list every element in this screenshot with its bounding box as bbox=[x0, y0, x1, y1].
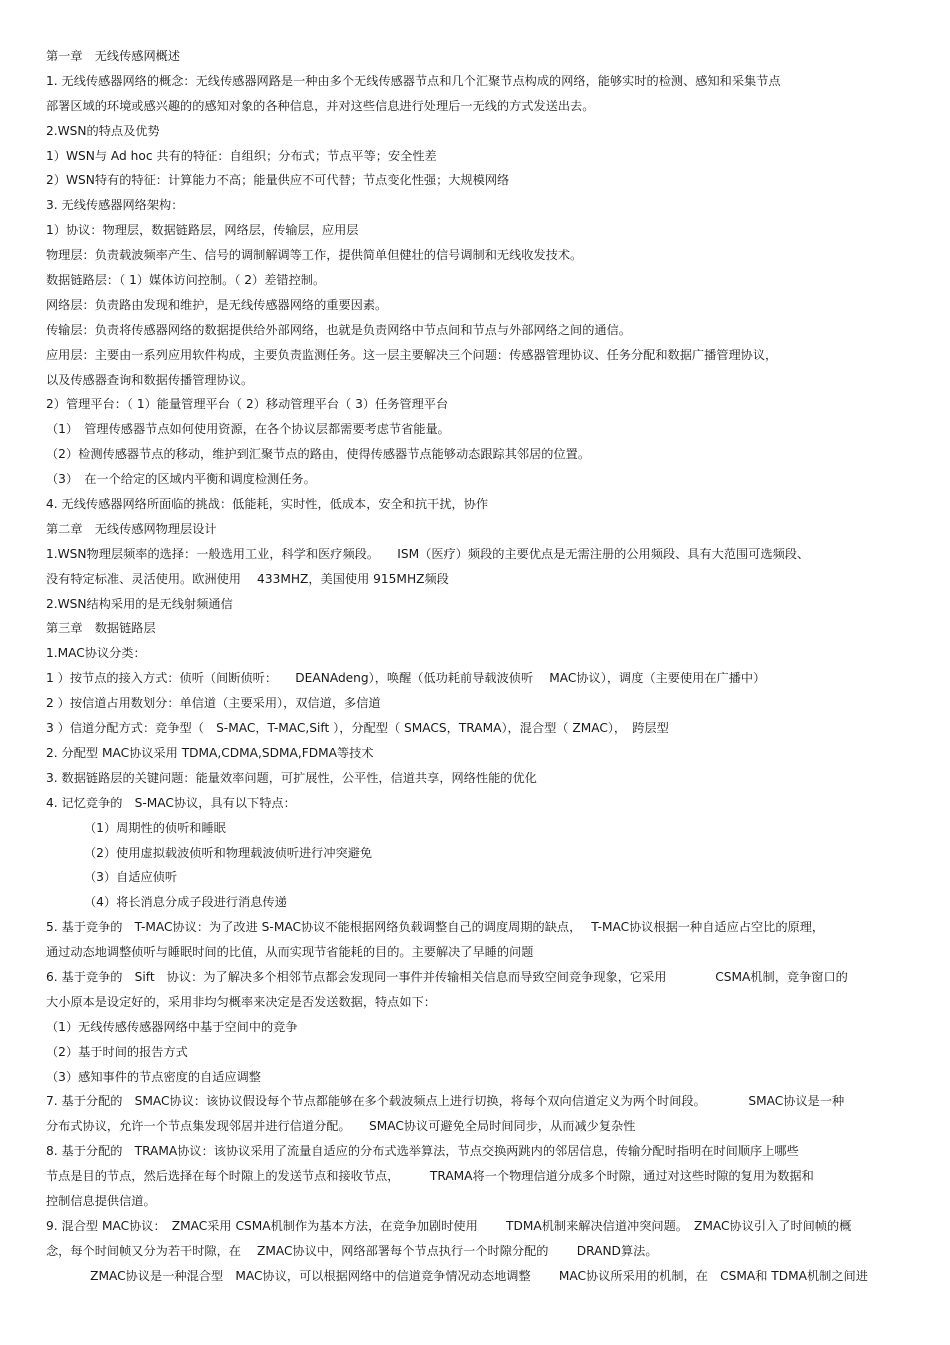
management-item-1: （1） 管理传感器节点如何使用资源，在各个协议层都需要考虑节省能量。 bbox=[46, 422, 450, 437]
protocol-layers: 1）协议：物理层，数据链路层，网络层，传输层，应用层 bbox=[46, 223, 359, 238]
allocation-mac-tech: 2. 分配型 MAC协议采用 TDMA,CDMA,SDMA,FDMA等技术 bbox=[46, 745, 374, 760]
chapter3-title: 第三章 数据链路层 bbox=[46, 621, 156, 636]
sift-feature-2: （2）基于时间的报告方式 bbox=[46, 1044, 188, 1059]
mac-classification-heading: 1.MAC协议分类： bbox=[46, 646, 146, 661]
wsn-features-heading: 2.WSN的特点及优势 bbox=[46, 123, 160, 138]
tmac-line2: 通过动态地调整侦听与睡眠时间的比值，从而实现节省能耗的目的。主要解决了早睡的问题 bbox=[46, 945, 534, 960]
management-item-2: （2）检测传感器节点的移动，维护到汇聚节点的路由，使得传感器节点能够动态跟踪其邻居的位置。 bbox=[46, 447, 591, 462]
mac-class-access: 1 ）按节点的接入方式：侦听（间断侦听： DEANAdeng），唤醒（低功耗前导载波侦听 MAC协议），调度（主要使用在广播中） bbox=[46, 671, 766, 686]
wsn-challenges: 4. 无线传感器网络所面临的挑战：低能耗，实时性，低成本，安全和抗干扰，协作 bbox=[46, 497, 489, 512]
sift-feature-3: （3）感知事件的节点密度的自适应调整 bbox=[46, 1069, 261, 1084]
frequency-selection-line1: 1.WSN物理层频率的选择：一般选用工业，科学和医疗频段。 ISM（医疗）频段的主要优点是无需注册的公用频段、具有大范围可选频段、 bbox=[46, 546, 810, 561]
smacs-line1: 7. 基于分配的 SMAC协议：该协议假设每个节点都能够在多个载波频点上进行切换，将每个双向信道定义为两个时间段。 SMAC协议是一种 bbox=[46, 1094, 845, 1109]
tmac-line1: 5. 基于竞争的 T-MAC协议：为了改进 S-MAC协议不能根据网络负载调整自己的调度周期的缺点， T-MAC协议根据一种自适应占空比的原理， bbox=[46, 920, 825, 935]
sift-line2: 大小原本是设定好的，采用非均匀概率来决定是否发送数据，特点如下： bbox=[46, 994, 436, 1009]
wsn-rf-communication: 2.WSN结构采用的是无线射频通信 bbox=[46, 596, 233, 611]
sift-line1: 6. 基于竞争的 Sift 协议：为了解决多个相邻节点都会发现同一事件并传输相关信息而导致空间竞争现象，它采用 CSMA机制，竞争窗口的 bbox=[46, 969, 848, 984]
physical-layer: 物理层：负责载波频率产生、信号的调制解调等工作，提供简单但健壮的信号调制和无线收发技术。 bbox=[46, 248, 583, 263]
trama-line2: 节点是目的节点，然后选择在每个时隙上的发送节点和接收节点， TRAMA将一个物理信道分成多个时隙，通过对这些时隙的复用为数据和 bbox=[46, 1169, 814, 1184]
zmac-line2: 念，每个时间帧又分为若干时隙，在 ZMAC协议中，网络部署每个节点执行一个时隙分配的 DRAND算法。 bbox=[46, 1243, 658, 1258]
data-link-layer: 数据链路层：（ 1）媒体访问控制。（ 2）差错控制。 bbox=[46, 273, 326, 288]
mac-class-channel-allocation: 3 ）信道分配方式：竞争型（ S-MAC，T-MAC,Sift ），分配型（ SMACS，TRAMA），混合型（ ZMAC）， 跨层型 bbox=[46, 721, 669, 736]
frequency-selection-line2: 没有特定标准、灵活使用。欧洲使用 433MHZ，美国使用 915MHZ频段 bbox=[46, 571, 449, 586]
zmac-line3: ZMAC协议是一种混合型 MAC协议，可以根据网络中的信道竞争情况动态地调整 MAC协议所采用的机制，在 CSMA和 TDMA机制之间进 bbox=[78, 1268, 868, 1283]
management-item-3: （3） 在一个给定的区域内平衡和调度检测任务。 bbox=[46, 472, 316, 487]
wsn-concept-line2: 部署区域的环境或感兴趣的的感知对象的各种信息，并对这些信息进行处理后一无线的方式发送出去。 bbox=[46, 98, 595, 113]
network-layer: 网络层：负责路由发现和维护，是无线传感器网络的重要因素。 bbox=[46, 297, 388, 312]
mac-class-channel-count: 2 ）按信道占用数划分：单信道（主要采用），双信道，多信道 bbox=[46, 696, 381, 711]
chapter1-title: 第一章 无线传感网概述 bbox=[46, 49, 181, 63]
trama-line1: 8. 基于分配的 TRAMA协议：该协议采用了流量自适应的分布式选举算法，节点交换两跳内的邻居信息，传输分配时指明在时间顺序上哪些 bbox=[46, 1144, 799, 1159]
link-layer-key-issues: 3. 数据链路层的关键问题：能量效率问题，可扩展性，公平性，信道共享，网络性能的优化 bbox=[46, 770, 537, 785]
zmac-line1: 9. 混合型 MAC协议： ZMAC采用 CSMA机制作为基本方法，在竞争加剧时使用 TDMA机制来解决信道冲突问题。 ZMAC协议引入了时间帧的概 bbox=[46, 1218, 852, 1233]
wsn-unique-features: 2）WSN特有的特征：计算能力不高；能量供应不可代替；节点变化性强；大规模网络 bbox=[46, 173, 510, 188]
smacs-line2: 分布式协议，允许一个节点集发现邻居并进行信道分配。 SMAC协议可避免全局时间同步，从而减少复杂性 bbox=[46, 1119, 636, 1134]
wsn-architecture-heading: 3. 无线传感器网络架构： bbox=[46, 198, 184, 213]
chapter2-title: 第二章 无线传感网物理层设计 bbox=[46, 521, 217, 536]
wsn-adhoc-common: 1）WSN与 Ad hoc 共有的特征：自组织；分布式；节点平等；安全性差 bbox=[46, 148, 437, 163]
smac-feature-2: （2）使用虚拟载波侦听和物理载波侦听进行冲突避免 bbox=[84, 845, 373, 860]
management-platform: 2）管理平台：（ 1）能量管理平台（ 2）移动管理平台（ 3）任务管理平台 bbox=[46, 397, 449, 412]
application-layer-line1: 应用层：主要由一系列应用软件构成，主要负责监测任务。这一层主要解决三个问题：传感器管理协议、任务分配和数据广播管理协议， bbox=[46, 347, 778, 362]
smac-feature-4: （4）将长消息分成子段进行消息传递 bbox=[84, 895, 287, 910]
smac-heading: 4. 记忆竞争的 S-MAC协议，具有以下特点： bbox=[46, 795, 296, 810]
smac-feature-3: （3）自适应侦听 bbox=[84, 870, 178, 885]
wsn-concept-line1: 1. 无线传感器网络的概念：无线传感器网路是一种由多个无线传感器节点和几个汇聚节点构成的网络，能够实时的检测、感知和采集节点 bbox=[46, 73, 781, 88]
smac-feature-1: （1）周期性的侦听和睡眠 bbox=[84, 820, 226, 835]
sift-feature-1: （1）无线传感传感器网络中基于空间中的竞争 bbox=[46, 1019, 298, 1034]
application-layer-line2: 以及传感器查询和数据传播管理协议。 bbox=[46, 372, 254, 387]
transport-layer: 传输层：负责将传感器网络的数据提供给外部网络，也就是负责网络中节点间和节点与外部网络之间的通信。 bbox=[46, 322, 631, 337]
trama-line3: 控制信息提供信道。 bbox=[46, 1193, 156, 1208]
